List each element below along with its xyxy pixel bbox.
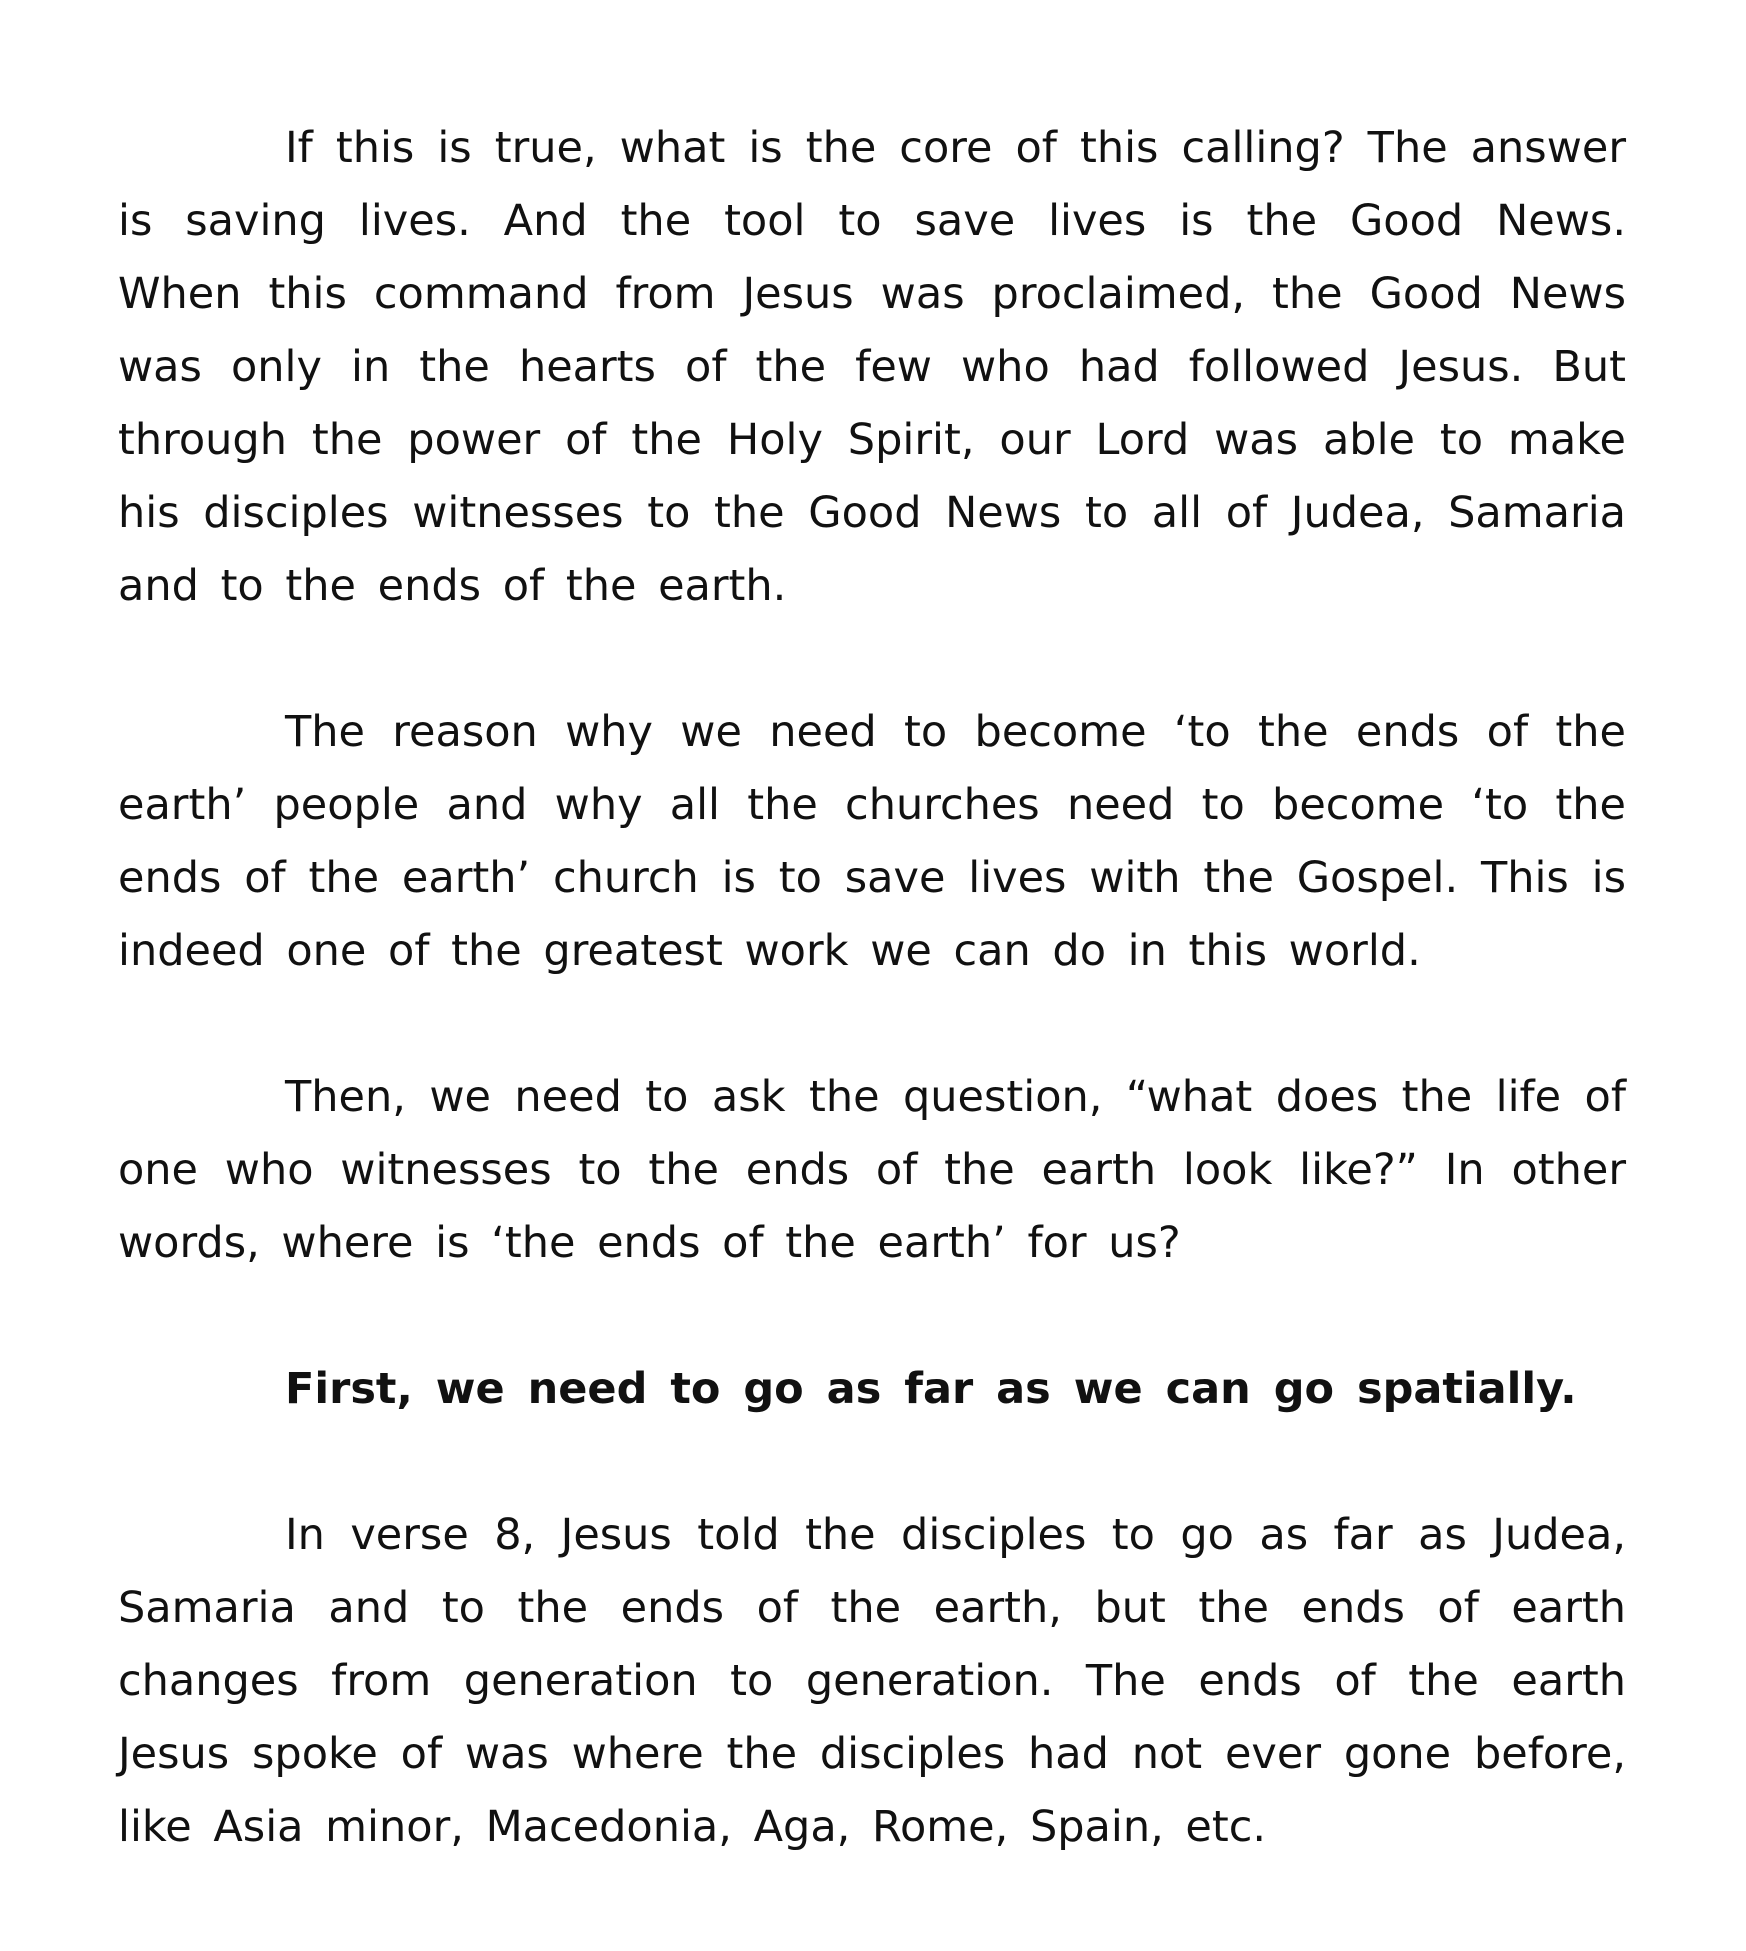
paragraph-witness-question: Then, we need to ask the question, “what does the life of one who witnesses to the ends of the earth look like?” In other words, where is ‘the ends of the earth’ for us? [118, 1072, 1626, 1268]
document-page [118, 112, 1626, 1864]
paragraph-ends-of-earth-reason: The reason why we need to become ‘to the ends of the earth’ people and why all the churches need to become ‘to the ends of the earth’ church is to save lives with the Gospel. This is indeed one of the greatest work we can do in this world. [118, 707, 1626, 976]
paragraph-verse-8: In verse 8, Jesus told the disciples to go as far as Judea, Samaria and to the ends of the earth, but the ends of earth changes from generation to generation. The ends of the earth Jesus spoke of was where the disciples had not ever gone before, like Asia minor, Macedonia, Aga, Rome, Spain, etc. [118, 1510, 1626, 1852]
paragraph-calling-core: If this is true, what is the core of this calling? The answer is saving lives. And the tool to save lives is the Good News. When this command from Jesus was proclaimed, the Good News was only in the hearts of the few who had followed Jesus. But through the power of the Holy Spirit, our Lord was able to make his disciples witnesses to the Good News to all of Judea, Samaria and to the ends of the earth. [118, 123, 1626, 611]
section-heading: First, we need to go as far as we can go spatially. [285, 1364, 1577, 1414]
